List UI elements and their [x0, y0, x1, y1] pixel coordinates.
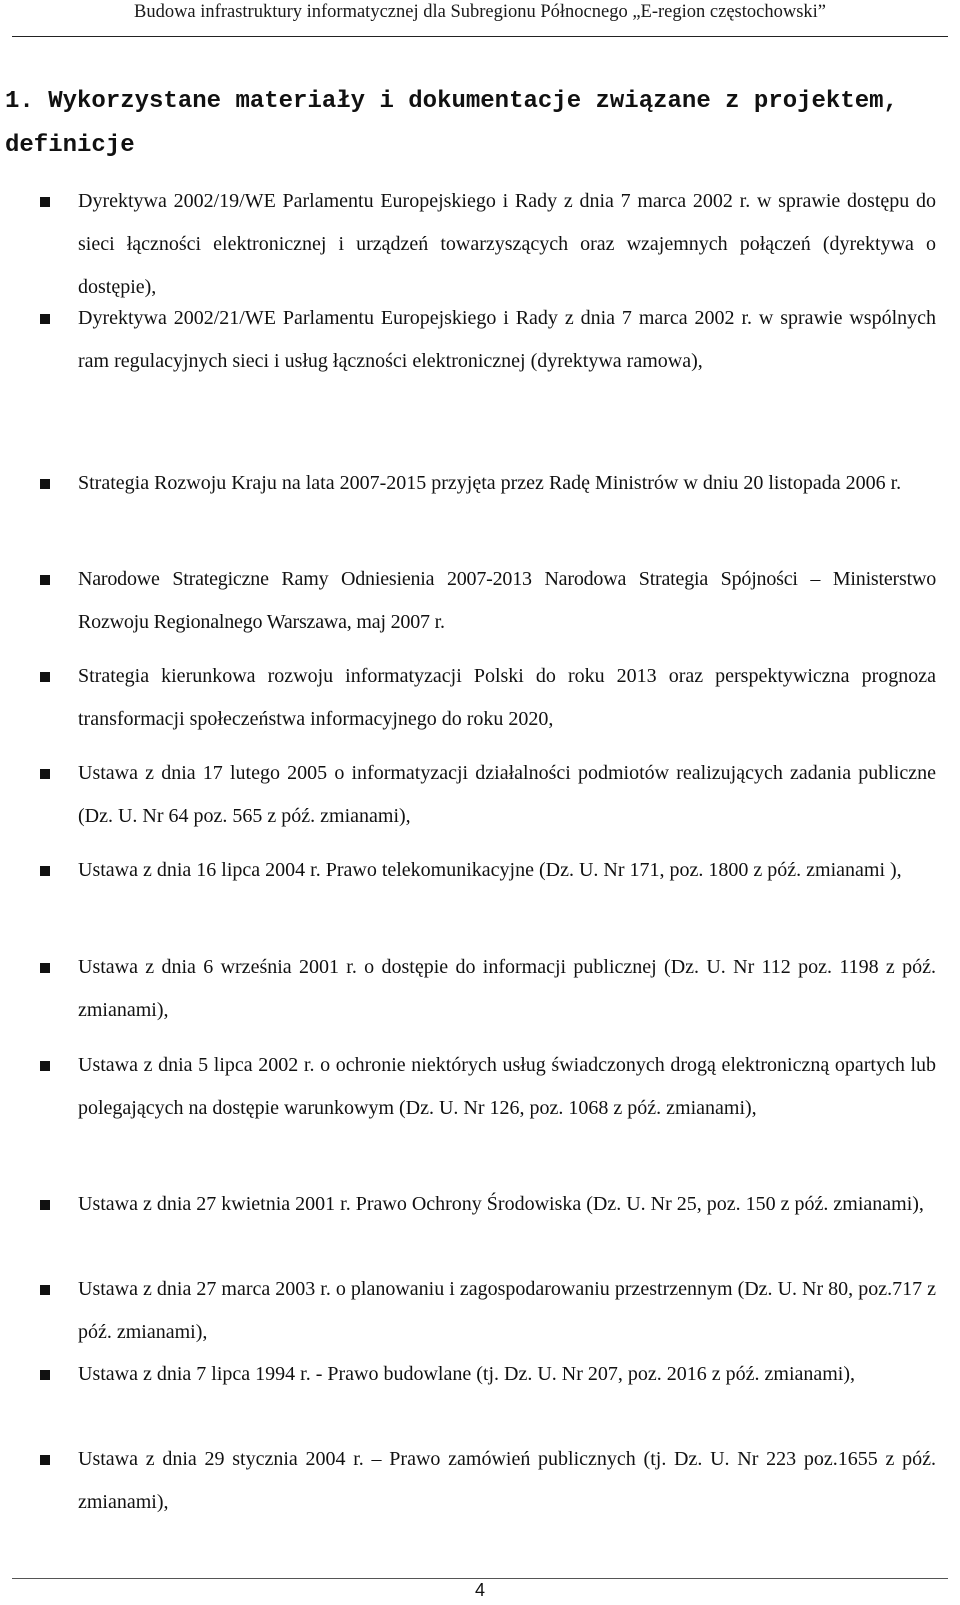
list-item-text: Ustawa z dnia 29 stycznia 2004 r. – Prawo zamówień publicznych (tj. Dz. U. Nr 223 poz.1655 z póź. zmianami),	[78, 1448, 936, 1513]
bullet-icon	[40, 479, 50, 489]
bullet-icon	[40, 769, 50, 779]
list-item-text: Dyrektywa 2002/19/WE Parlamentu Europejskiego i Rady z dnia 7 marca 2002 r. w sprawie dostępu do sieci łączności elektronicznej i urządzeń towarzyszących oraz wzajemnych połączeń (dyrektywa o dostępie),	[78, 190, 936, 298]
bullet-icon	[40, 1455, 50, 1465]
page-number: 4	[474, 1580, 485, 1600]
section-heading: 1. Wykorzystane materiały i dokumentacje związane z projektem, definicje	[5, 88, 898, 159]
bullet-icon	[40, 197, 50, 207]
bullet-icon	[40, 866, 50, 876]
running-header	[12, 0, 948, 37]
list-item-text: Ustawa z dnia 27 kwietnia 2001 r. Prawo Ochrony Środowiska (Dz. U. Nr 25, poz. 150 z póź. zmianami),	[78, 1193, 924, 1215]
list-item-text: Ustawa z dnia 6 września 2001 r. o dostępie do informacji publicznej (Dz. U. Nr 112 poz. 1198 z póź. zmianami),	[78, 956, 936, 1021]
header-title: Budowa infrastruktury informatycznej dla Subregionu Północnego „E-region częstochowski”	[133, 2, 826, 22]
bullet-icon	[40, 314, 50, 324]
list-item-text: Ustawa z dnia 27 marca 2003 r. o planowaniu i zagospodarowaniu przestrzennym (Dz. U. Nr 80, poz.717 z póź. zmianami),	[78, 1278, 936, 1343]
bullet-icon	[40, 1285, 50, 1295]
list-item-text: Strategia kierunkowa rozwoju informatyzacji Polski do roku 2013 oraz perspektywiczna prognoza transformacji społeczeństwa informacyjnego do roku 2020,	[78, 665, 936, 730]
list-item-text: Narodowe Strategiczne Ramy Odniesienia 2007-2013 Narodowa Strategia Spójności – Ministerstwo Rozwoju Regionalnego Warszawa, maj 2007 r.	[78, 568, 936, 633]
list-item-text: Ustawa z dnia 17 lutego 2005 o informatyzacji działalności podmiotów realizujących zadania publiczne (Dz. U. Nr 64 poz. 565 z póź. zmianami),	[78, 762, 936, 827]
list-item-text: Ustawa z dnia 5 lipca 2002 r. o ochronie niektórych usług świadczonych drogą elektroniczną opartych lub polegających na dostępie warunkowym (Dz. U. Nr 126, poz. 1068 z póź. zmianami),	[78, 1054, 936, 1119]
bullet-icon	[40, 1370, 50, 1380]
footer-divider	[12, 1578, 948, 1579]
bullet-icon	[40, 672, 50, 682]
list-item-text: Dyrektywa 2002/21/WE Parlamentu Europejskiego i Rady z dnia 7 marca 2002 r. w sprawie wspólnych ram regulacyjnych sieci i usług łączności elektronicznej (dyrektywa ramowa),	[78, 307, 936, 372]
list-item-text: Strategia Rozwoju Kraju na lata 2007-2015 przyjęta przez Radę Ministrów w dniu 20 listopada 2006 r.	[78, 472, 902, 494]
bullet-icon	[40, 1200, 50, 1210]
bullet-icon	[40, 575, 50, 585]
bullet-icon	[40, 963, 50, 973]
list-item-text: Ustawa z dnia 7 lipca 1994 r. - Prawo budowlane (tj. Dz. U. Nr 207, poz. 2016 z póź. zmianami),	[78, 1363, 856, 1385]
list-item-text: Ustawa z dnia 16 lipca 2004 r. Prawo telekomunikacyjne (Dz. U. Nr 171, poz. 1800 z póź. zmianami ),	[78, 859, 902, 881]
bullet-icon	[40, 1061, 50, 1071]
